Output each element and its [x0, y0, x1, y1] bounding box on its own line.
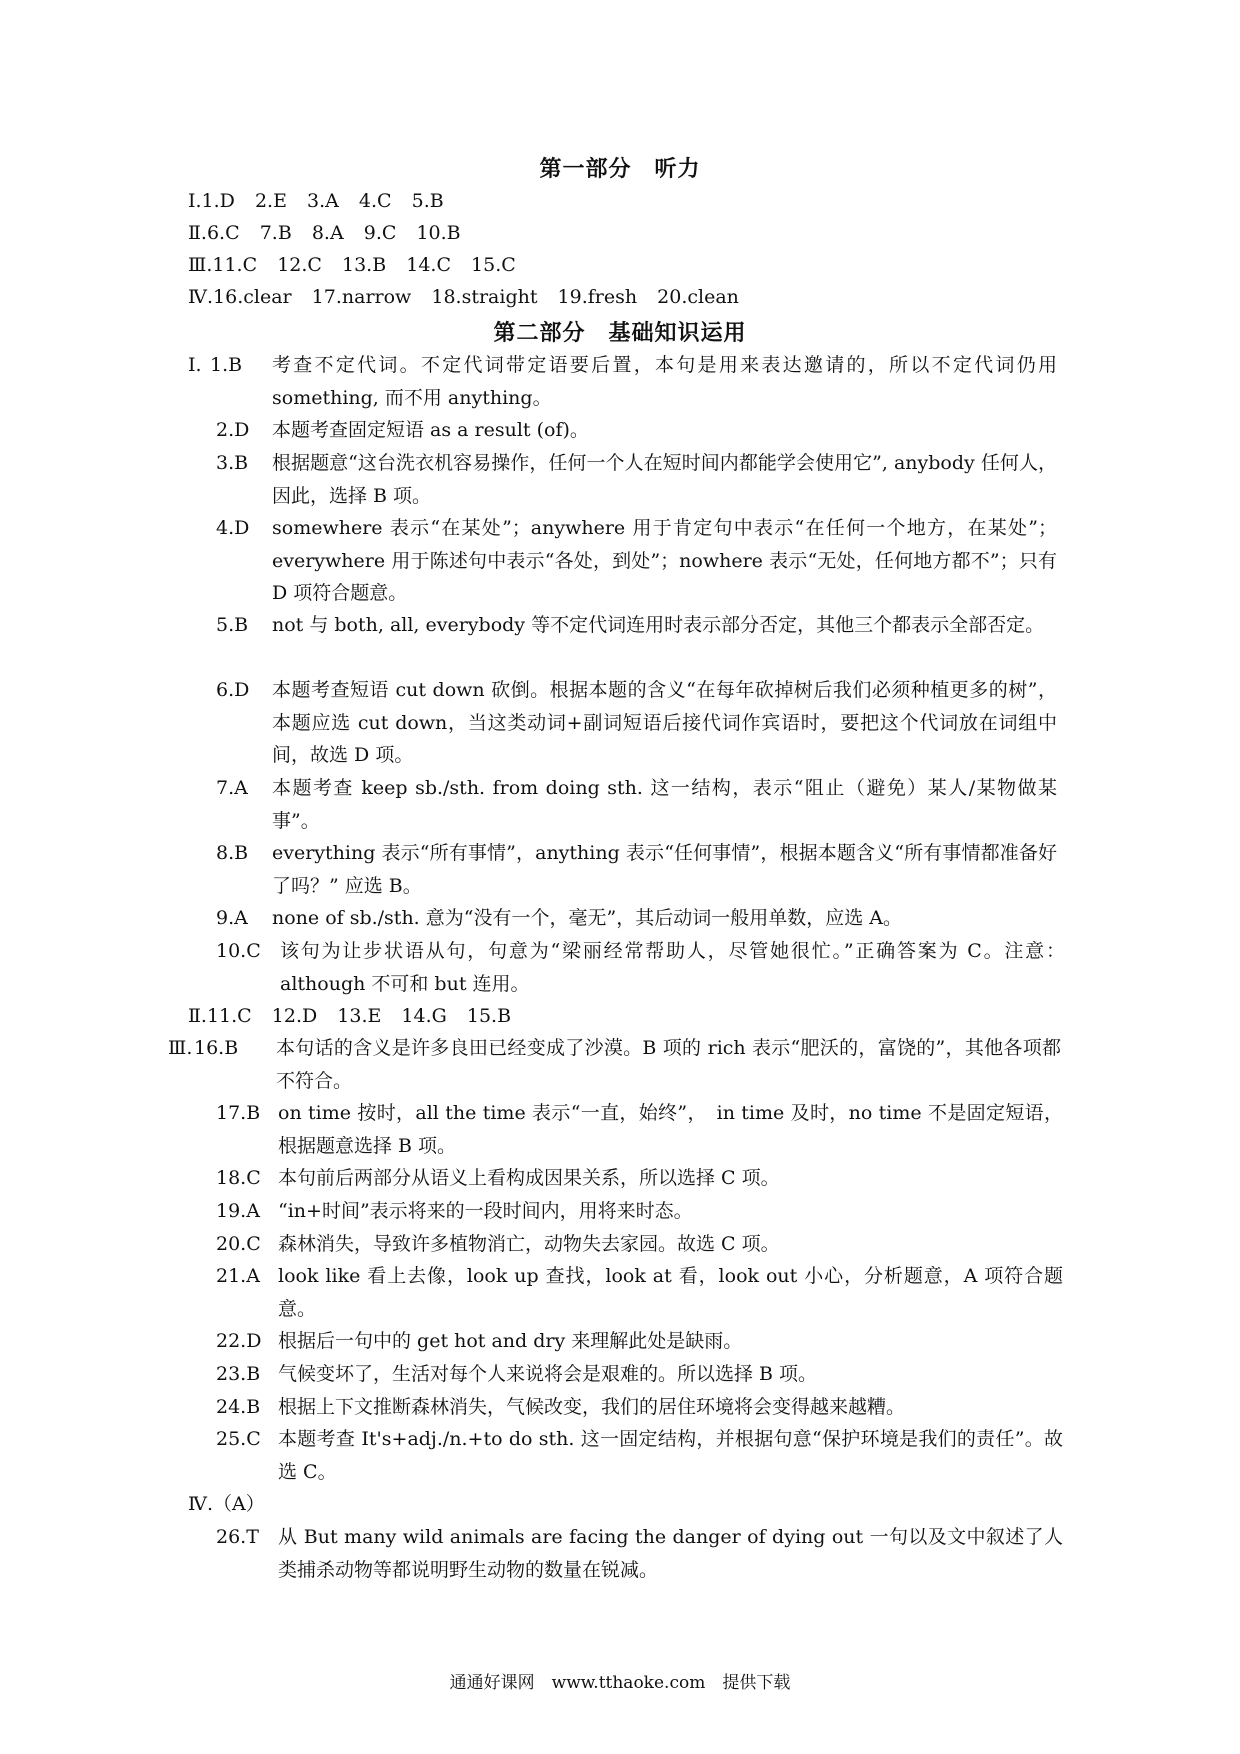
part2-row: Ⅱ.11.C 12.D 13.E 14.G 15.B: [188, 1005, 512, 1027]
footer-source: 通通好课网 www.tthaoke.com 提供下载: [449, 1673, 791, 1693]
document-page: 第一部分 听力 Ⅰ.1.D 2.E 3.A 4.C 5.B Ⅱ.6.C 7.B 8.A 9.C 10.B Ⅲ.11.C 12.C 13.B 14.C 15.C Ⅳ.16.clear 17.narrow 18.straight 19.fresh 20.clean 第二部分 基础知识运用 Ⅰ. 1.B 考查不定代词。不定代词带定语要后置，本句是用来表达邀请的，所以不定代词仍用 something, 而不用 anything。 2.D 本题考查固定短语 as a result (of)。 3.B 根据题意“这台洗衣机容易操作，任何一个人在短时间内都能学会使用它”, anybody 任何人，因此，选择 B 项。 4.D somewhere 表示“在某处”；anywhere 用于肯定句中表示“在任何一个地方，在某处”；everywhere 用于陈述句中表示“各处，到处”；nowhere 表示“无处，任何地方都不”；只有 D 项符合题意。 5.B not 与 both, all, everybody 等不定代词连用时表示部分否定，其他三个都表示全部否定。 6.D 本题考查短语 cut down 砍倒。根据本题的含义“在每年砍掉树后我们必须种植更多的树”，本题应选 cut down，当这类动词+副词短语后接代词作宾语时，要把这个代词放在词组中间，故选 D 项。 7.A 本题考查 keep sb./sth. from doing sth. 这一结构，表示“阻止（避免）某人/某物做某事”。 8.B everything 表示“所有事情”，anything 表示“任何事情”，根据本题含义“所有事情都准备好了吗？” 应选 B。 9.A none of sb./sth. 意为“没有一个，毫无”，其后动词一般用单数，应选 A。 10.C 该句为让步状语从句，句意为“梁丽经常帮助人，尽管她很忙。”正确答案为 C。注意：although 不可和 but 连用。 Ⅱ.11.C 12.D 13.E 14.G 15.B Ⅲ. 16.B 本句话的含义是许多良田已经变成了沙漠。B 项的 rich 表示“肥沃的，富饶的”，其他各项都不符合。 17.B on time 按时，all the time 表示“一直，始终”， in time 及时，no time 不是固定短语，根据题意选择 B 项。 18.C 本句前后两部分从语义上看构成因果关系，所以选择 C 项。 19.A “in+时间”表示将来的一段时间内，用将来时态。 20.C 森林消失，导致许多植物消亡，动物失去家园。故选 C 项。 21.A look like 看上去像，look up 查找，look at 看，look out 小心，分析题意，A 项符合题意。 22.D 根据后一句中的 get hot and dry 来理解此处是缺雨。 23.B 气候变坏了，生活对每个人来说将会是艰难的。所以选择 B 项。 24.B 根据上下文推断森林消失，气候改变，我们的居住环境将会变得越来越糟。 25.C 本题考查 It's+adj./n.+to do sth. 这一固定结构，并根据句意“保护环境是我们的责任”。故选 C。 Ⅳ.（A） 26.T 从 But many wild animals are facing the danger of dying out 一句以及文中叙述了人类捕杀动物等都说明野生动物的数量在锐减。 通通好课网 www.tthaoke.com 提供下载: [0, 0, 1240, 1754]
section1-title: 第一部分 听力: [539, 156, 701, 182]
part1-label: Ⅰ.: [188, 354, 202, 376]
part4-label: Ⅳ.（A）: [188, 1493, 265, 1515]
listening-row-4: Ⅳ.16.clear 17.narrow 18.straight 19.fresh 20.clean: [188, 286, 739, 308]
listening-row-3: Ⅲ.11.C 12.C 13.B 14.C 15.C: [188, 254, 516, 276]
section2-title: 第二部分 基础知识运用: [493, 320, 747, 346]
listening-row-2: Ⅱ.6.C 7.B 8.A 9.C 10.B: [188, 222, 461, 244]
part3-label: Ⅲ.: [168, 1037, 193, 1059]
listening-row-1: Ⅰ.1.D 2.E 3.A 4.C 5.B: [188, 190, 444, 212]
